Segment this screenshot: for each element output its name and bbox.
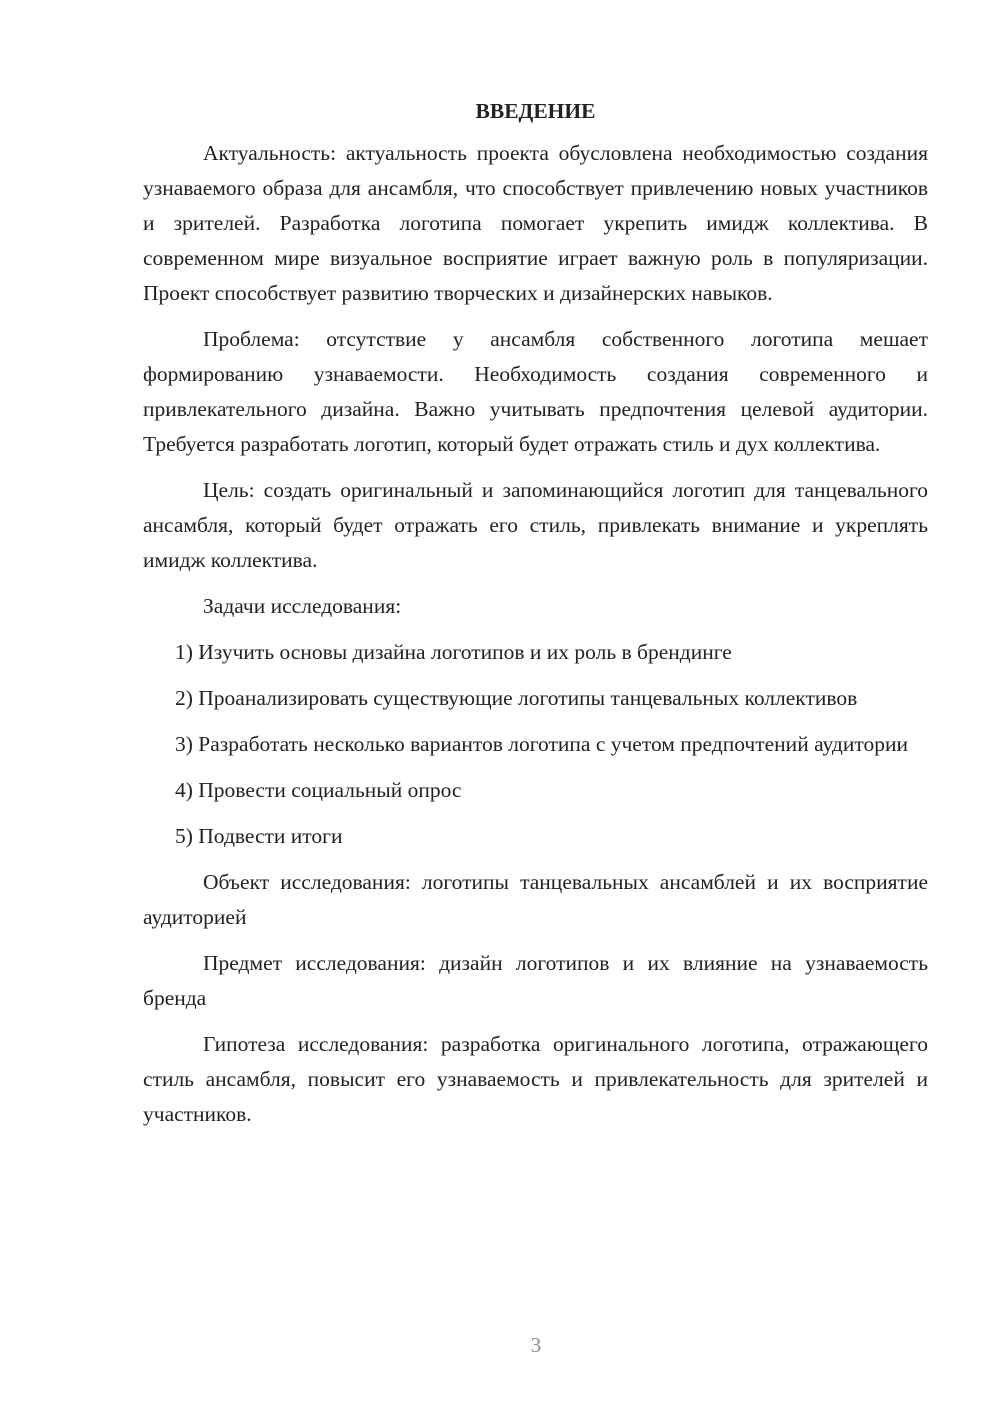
- goal-paragraph: Цель: создать оригинальный и запоминающийся логотип для танцевального ансамбля, который будет отражать его стиль, привлекать внимание и укреплять имидж коллектива.: [143, 478, 928, 572]
- hypothesis-paragraph: Гипотеза исследования: разработка оригинального логотипа, отражающего стиль ансамбля, повысит его узнаваемость и привлекательность для зрителей и участников.: [143, 1032, 928, 1126]
- page-number: 3: [530, 1333, 542, 1357]
- task-item-2: 2) Проанализировать существующие логотипы танцевальных коллективов: [175, 686, 858, 710]
- tasks-heading: Задачи исследования:: [203, 594, 402, 618]
- object-paragraph: Объект исследования: логотипы танцевальных ансамблей и их восприятие аудиторией: [143, 870, 928, 929]
- task-item-5: 5) Подвести итоги: [175, 824, 343, 848]
- task-item-3: 3) Разработать несколько вариантов логотипа с учетом предпочтений аудитории: [175, 732, 908, 756]
- subject-paragraph: Предмет исследования: дизайн логотипов и их влияние на узнаваемость бренда: [143, 951, 928, 1010]
- problem-paragraph: Проблема: отсутствие у ансамбля собственного логотипа мешает формированию узнаваемости. Необходимость создания современного и привлекательного дизайна. Важно учитывать предпочтения целевой аудитории. Требуется разработать логотип, который будет отражать стиль и дух коллектива.: [143, 327, 928, 456]
- relevance-paragraph: Актуальность: актуальность проекта обусловлена необходимостью создания узнаваемого образа для ансамбля, что способствует привлечению новых участников и зрителей. Разработка логотипа помогает укрепить имидж коллектива. В современном мире визуальное восприятие играет важную роль в популяризации. Проект способствует развитию творческих и дизайнерских навыков.: [143, 141, 928, 305]
- section-heading: ВВЕДЕНИЕ: [475, 99, 596, 123]
- document-body: [143, 92, 928, 1132]
- task-item-4: 4) Провести социальный опрос: [175, 778, 462, 802]
- task-item-1: 1) Изучить основы дизайна логотипов и их роль в брендинге: [175, 640, 732, 664]
